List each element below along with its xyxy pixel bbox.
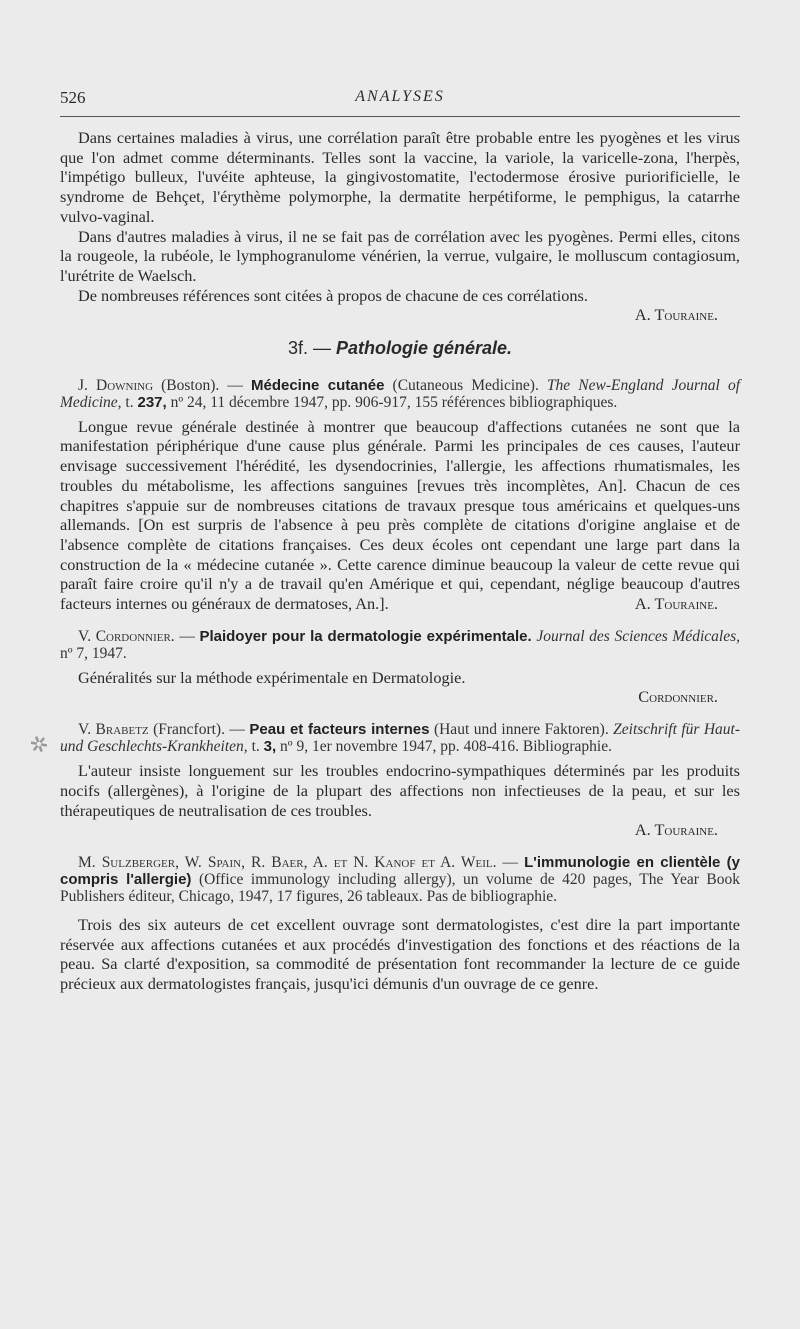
paragraph-3: De nombreuses références sont citées à propos de chacune de ces corrélations. xyxy=(78,285,588,305)
section-number: 3f. — xyxy=(287,338,331,359)
ref1-volume: 237, xyxy=(137,393,167,411)
paragraph-4 xyxy=(60,417,740,614)
ref3-title: Peau et facteurs internes xyxy=(249,721,430,739)
ref1-original-title: (Cutaneous Medicine). xyxy=(392,376,539,394)
section-title: Pathologie générale. xyxy=(335,338,513,359)
paragraph-7: Trois des six auteurs de cet excellent ouvrage sont dermatologistes, c'est dire la part importante réservée aux affections cutanées et aux procédés d'investigation des fonctions et des réactions de la peau. Sa clarté d'exposition, sa commodité de présentation font recommander la lecture de ce guide précieux aux dermatologistes français, jusqu'ici démunis d'un ouvrage de ce genre. xyxy=(60,914,740,994)
page-number: 526 xyxy=(60,88,86,107)
ref2-dash: — xyxy=(179,627,195,645)
ref1-place: (Boston). — xyxy=(161,376,243,394)
ref3-author: V. Brabetz xyxy=(78,721,149,739)
ref1-title: Médecine cutanée xyxy=(250,376,385,394)
signature-2: A. Touraine. xyxy=(634,594,718,614)
paragraph-6: L'auteur insiste longuement sur les troubles endocrino-sympathiques déterminés par les produits nocifs (allergènes), à l'origine de la plupart des affections non infectieuses de la peau, et sur les thérapeutiques de neutralisation de ces troubles. xyxy=(60,761,740,820)
ref4-authors: M. Sulzberger, W. Spain, R. Baer, A. et N. Kanof et A. Weil. — xyxy=(78,853,519,871)
ref3-place: (Francfort). — xyxy=(153,721,245,739)
ref2-author: V. Cordonnier. xyxy=(78,627,175,645)
signature-4: A. Touraine. xyxy=(634,820,718,840)
ref2-journal: Journal des Sciences Médicales, xyxy=(536,627,741,645)
reference-1 xyxy=(60,377,740,411)
ink-stain: ✲ xyxy=(26,729,52,760)
ref1-details: nº 24, 11 décembre 1947, pp. 906-917, 155 références bibliographiques. xyxy=(170,393,618,411)
page-header xyxy=(60,88,740,110)
reference-4 xyxy=(60,854,740,905)
paragraph-2: Dans d'autres maladies à virus, il ne se fait pas de corrélation avec les pyogènes. Permi elles, citons la rougeole, la rubéole, le lymphogranulome vénérien, la verrue, vulgaire, le molluscum contagiosum, l'urétrite de Waelsch. xyxy=(60,226,740,285)
paragraph-4-text: Longue revue générale destinée à montrer que beaucoup d'affections cutanées ne sont que la manifestation périphérique d'une cause plus générale. Parmi les principales de ces causes, l'auteur envisage successivement l'hérédité, les dysendocrinies, l'allergie, les affections rhumatismales, les troubles du métabolisme, les affections sanguines [revues très incomplètes, An]. Chacun de ces chapitres s'appuie sur de nombreuses citations de travaux presque tous américains et quelques-uns allemands. [On est surpris de l'absence à peu près complète de citations d'origine anglaise et de l'absence complète de citations françaises. Ces deux écoles ont cependant une large part dans la construction de la « médecine cutanée ». Cette carence diminue beaucoup la valeur de cette revue qui paraît faire croire qu'il n'y a de travail qu'en Amérique et qui, cependant, néglige beaucoup d'autres facteurs internes ou généraux de dermatoses, An.]. xyxy=(60,416,740,614)
ref3-volume: 3, xyxy=(263,738,277,756)
paragraph-5: Généralités sur la méthode expérimentale en Dermatologie. xyxy=(78,667,466,687)
page-body xyxy=(60,128,740,994)
reference-3 xyxy=(60,721,740,755)
ref2-details: nº 7, 1947. xyxy=(60,644,127,662)
ref1-author: J. Downing xyxy=(78,376,154,394)
running-title: ANALYSES xyxy=(355,88,445,105)
ref3-details: nº 9, 1er novembre 1947, pp. 408-416. Bibliographie. xyxy=(280,738,612,756)
ref3-journal: Zeitschrift für Haut-und Geschlechts-Krankheiten, xyxy=(60,721,741,756)
ref1-volume-prefix: t. xyxy=(125,393,134,411)
header-rule xyxy=(60,116,740,117)
ref3-original-title: (Haut und innere Faktoren). xyxy=(433,721,609,739)
ref4-details: (Office immunology including allergy), un volume de 420 pages, The Year Book Publishers éditeur, Chicago, 1947, 17 figures, 26 tableaux. Pas de bibliographie. xyxy=(60,870,741,905)
ref1-journal: The New-England Journal of Medicine, xyxy=(60,376,741,411)
ref4-title: L'immunologie en clientèle (y compris l'allergie) xyxy=(60,853,740,888)
ref3-volume-prefix: t. xyxy=(251,738,260,756)
signature-3: Cordonnier. xyxy=(638,687,718,707)
section-heading xyxy=(60,339,740,359)
signature-1: A. Touraine. xyxy=(634,305,718,325)
ref2-title: Plaidoyer pour la dermatologie expérimentale. xyxy=(199,627,532,645)
reference-2 xyxy=(60,628,740,662)
paragraph-1: Dans certaines maladies à virus, une corrélation paraît être probable entre les pyogènes et les virus que l'on admet comme déterminants. Telles sont la vaccine, la variole, la varicelle-zona, l'herpès, l'impétigo bulleux, l'uvéite aphteuse, la gingivostomatite, l'ectodermose érosive puriorificielle, le syndrome de Behçet, l'érythème polymorphe, la dermatite herpétiforme, le pemphigus, la catarrhe vulvo-vaginal. xyxy=(60,128,740,226)
